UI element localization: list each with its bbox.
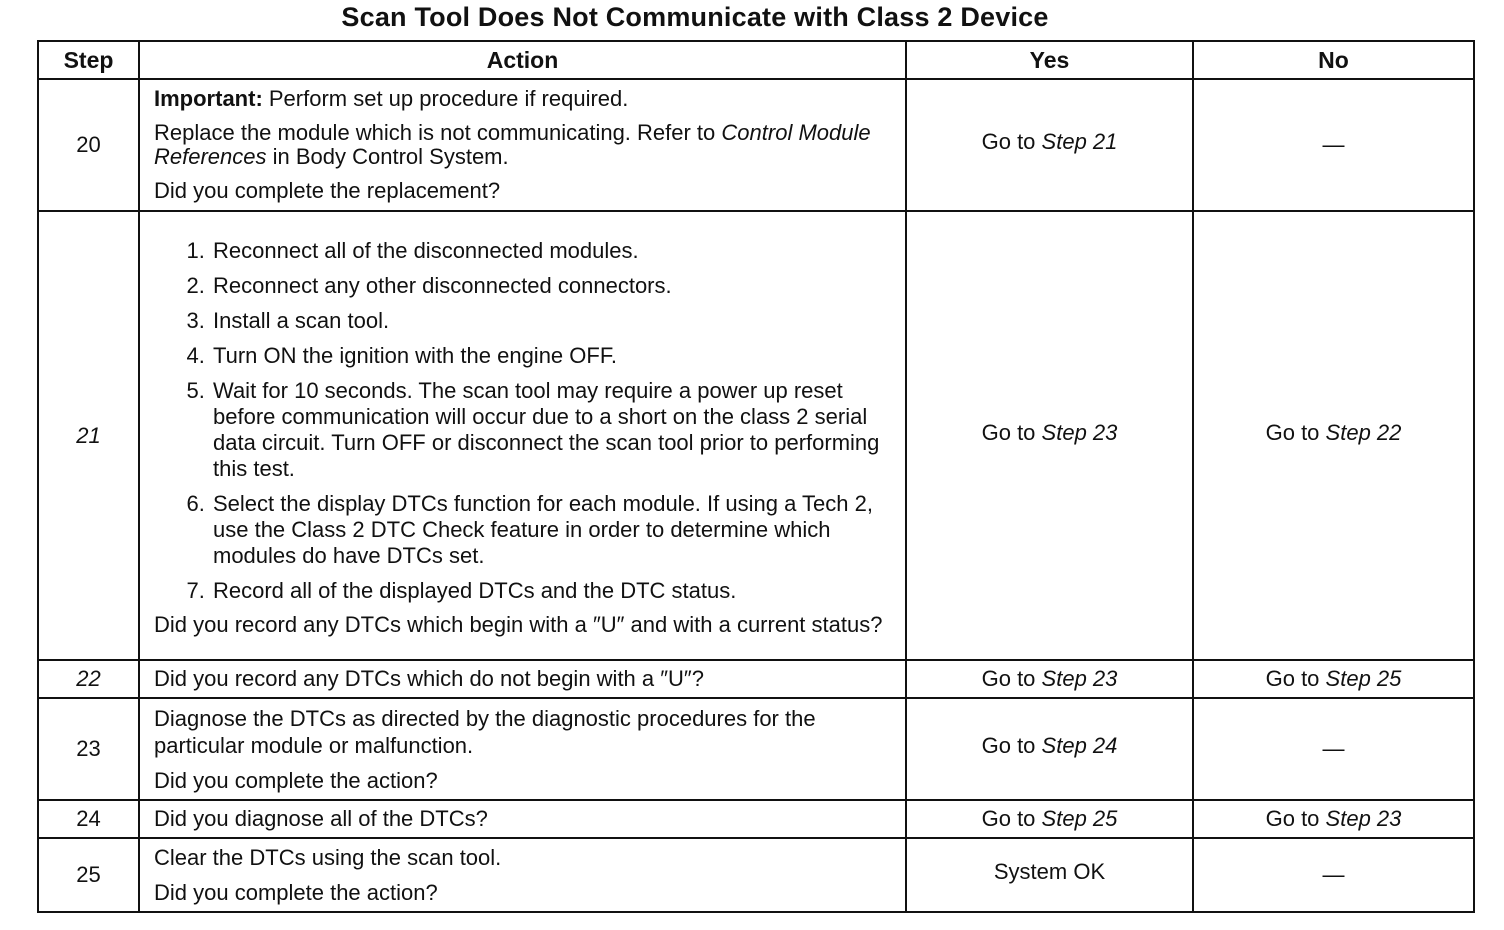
yes-cell [906, 698, 1193, 800]
yes-cell [906, 800, 1193, 838]
system-ok-text: System OK [993, 859, 1106, 884]
yes-step-ref: Step 25 [1041, 806, 1118, 831]
table-row-step-23 [38, 698, 1474, 800]
table-row-step-24 [38, 800, 1474, 838]
list-item: 5. Wait for 10 seconds. The scan tool may require a power up reset before communication will occur due to a short on the class 2 serial data circuit. Turn OFF or disconnect the scan tool prior to performing this test. [211, 378, 893, 482]
go-to-label: Go to [1265, 419, 1320, 445]
table-row-step-20 [38, 79, 1474, 211]
list-item: 7. Record all of the displayed DTCs and the DTC status. [211, 578, 893, 604]
list-item: 1. Reconnect all of the disconnected modules. [211, 238, 893, 264]
diagnostic-table [37, 40, 1475, 913]
important-label: Important: [154, 86, 263, 111]
table-row-step-22 [38, 660, 1474, 698]
yes-cell [906, 79, 1193, 211]
no-step-ref: Step 25 [1325, 666, 1402, 691]
no-step-ref: Step 22 [1325, 419, 1402, 445]
action-cell [139, 800, 906, 838]
step-number: 23 [38, 698, 139, 800]
go-to-label: Go to [981, 666, 1036, 691]
yes-step-ref: Step 24 [1041, 733, 1118, 758]
go-to-label: Go to [981, 419, 1036, 445]
no-cell [1193, 698, 1474, 800]
no-cell [1193, 800, 1474, 838]
action-cell [139, 838, 906, 912]
yes-step-ref: Step 23 [1041, 419, 1118, 445]
instruction-text: Clear the DTCs using the scan tool. [154, 844, 502, 870]
step-number: 24 [38, 800, 139, 838]
procedure-list [154, 238, 893, 604]
go-to-label: Go to [981, 733, 1036, 758]
action-cell [139, 211, 906, 660]
instruction-text: Diagnose the DTCs as directed by the diagnostic procedures for the particular module or malfunction. [154, 705, 816, 758]
replace-instruction [154, 121, 893, 169]
action-cell [139, 660, 906, 698]
step-number: 21 [38, 211, 139, 660]
header-step: Step [38, 41, 139, 79]
table-row-step-25 [38, 838, 1474, 912]
yes-cell [906, 660, 1193, 698]
question-text: Did you complete the action? [154, 767, 438, 793]
list-item: 4. Turn ON the ignition with the engine OFF. [211, 343, 893, 369]
yes-step-ref: Step 21 [1041, 129, 1118, 154]
no-step-ref: Step 23 [1325, 806, 1402, 831]
go-to-label: Go to [981, 129, 1036, 154]
no-cell [1193, 211, 1474, 660]
go-to-label: Go to [1265, 666, 1320, 691]
yes-step-ref: Step 23 [1041, 666, 1118, 691]
question-text: Did you complete the action? [154, 879, 438, 905]
replace-text-pre: Replace the module which is not communicating. Refer to [154, 120, 722, 145]
step-number: 22 [38, 660, 139, 698]
important-text: Perform set up procedure if required. [262, 86, 629, 111]
no-cell [1193, 838, 1474, 912]
replace-text-post: in Body Control System. [266, 144, 509, 169]
yes-cell [906, 838, 1193, 912]
go-to-label: Go to [1265, 806, 1320, 831]
header-no: No [1193, 41, 1474, 79]
action-cell [139, 79, 906, 211]
dash-mark: — [1322, 736, 1345, 761]
question-text: Did you complete the replacement? [154, 178, 501, 203]
important-note [154, 86, 893, 112]
question-text: Did you record any DTCs which begin with a ″U″ and with a current status? [154, 612, 883, 637]
list-item: 3. Install a scan tool. [211, 308, 893, 334]
dash-mark: — [1322, 132, 1345, 157]
list-item: 2. Reconnect any other disconnected connectors. [211, 273, 893, 299]
no-cell [1193, 79, 1474, 211]
page-title: Scan Tool Does Not Communicate with Class 2 Device [341, 2, 1049, 32]
no-cell [1193, 660, 1474, 698]
list-item: 6. Select the display DTCs function for each module. If using a Tech 2, use the Class 2 DTC Check feature in order to determine which modules do have DTCs set. [211, 491, 893, 569]
step-number: 20 [38, 79, 139, 211]
question-text: Did you record any DTCs which do not begin with a ″U″? [154, 666, 704, 691]
dash-mark: — [1322, 862, 1345, 887]
header-yes: Yes [906, 41, 1193, 79]
table-row-step-21 [38, 211, 1474, 660]
yes-cell [906, 211, 1193, 660]
action-cell [139, 698, 906, 800]
step-number: 25 [38, 838, 139, 912]
go-to-label: Go to [981, 806, 1036, 831]
header-row [38, 41, 1474, 79]
question-text: Did you diagnose all of the DTCs? [154, 806, 488, 831]
reference-link: Control Module References [154, 120, 871, 169]
header-action: Action [139, 41, 906, 79]
